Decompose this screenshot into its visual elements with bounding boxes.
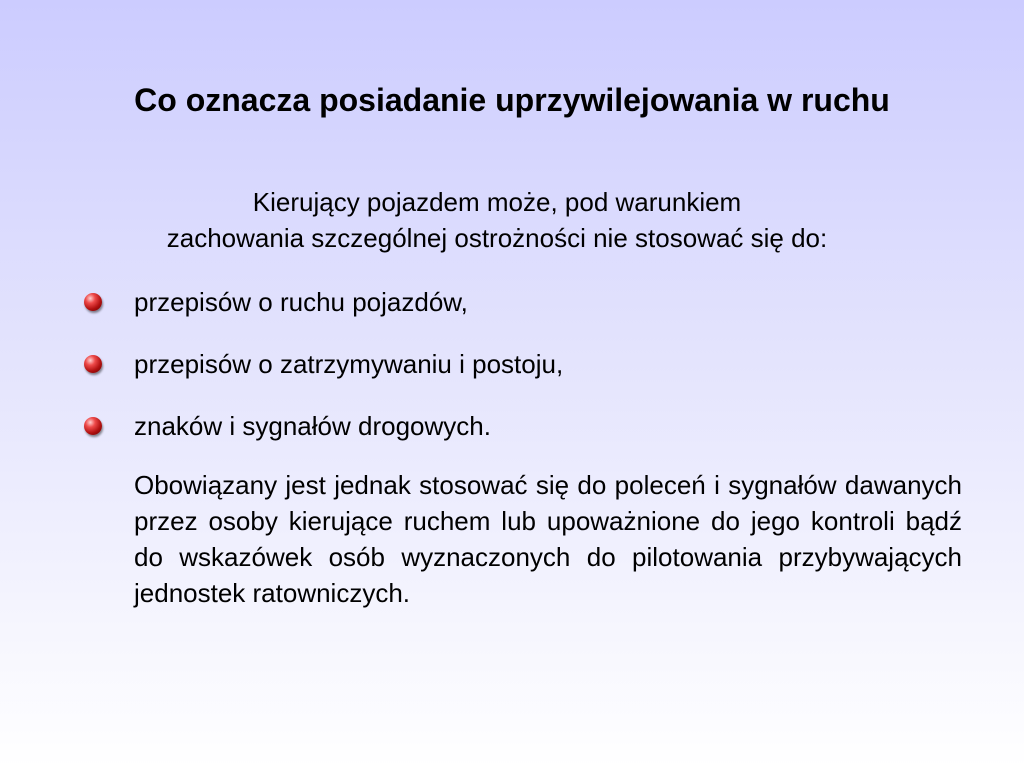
bullet-label: przepisów o ruchu pojazdów, [134,287,468,317]
intro-line-2: zachowania szczególnej ostrożności nie stosować się do: [166,223,828,253]
intro-paragraph [40,184,954,256]
bullet-item [80,346,960,408]
bullet-label: przepisów o zatrzymywaniu i postoju, [134,349,564,379]
bullet-list [80,284,960,470]
red-sphere-bullet-icon [84,293,102,311]
bullet-item [80,284,960,346]
closing-paragraph: Obowiązany jest jednak stosować się do poleceń i sygnałów dawanych przez osoby kierujące ruchem lub upoważnione do jego kontroli bądź do wskazówek osób wyznaczonych do pilotowania przybywających jednostek ratowniczych. [134,470,962,608]
slide-title: Co oznacza posiadanie uprzywilejowania w ruchu [134,82,890,118]
bullet-item [80,408,960,470]
red-sphere-bullet-icon [84,417,102,435]
intro-line-1: Kierujący pojazdem może, pod warunkiem [252,187,742,217]
red-sphere-bullet-icon [84,355,102,373]
bullet-label: znaków i sygnałów drogowych. [134,411,491,441]
